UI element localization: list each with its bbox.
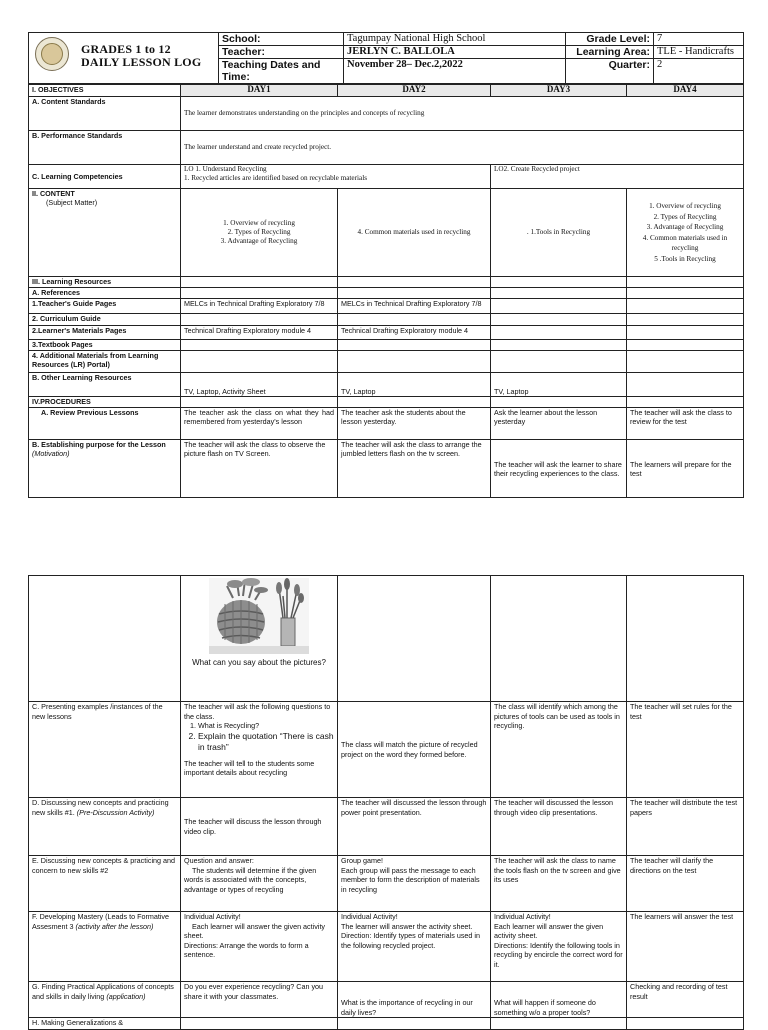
form-title-line2: DAILY LESSON LOG	[81, 55, 202, 69]
developing-mastery-day3	[491, 912, 627, 982]
deped-logo-cell	[29, 33, 219, 84]
header-table	[28, 32, 744, 84]
discussing-2-day1-body: The students will determine if the given words is associated with the concepts, advantage or types of recycling	[184, 865, 317, 894]
developing-mastery-day2-body: The learner will answer the activity sheet.	[341, 921, 473, 931]
other-resources-day1: TV, Laptop, Activity Sheet	[181, 373, 338, 397]
form-title-line1: GRADES 1 to 12	[81, 42, 171, 56]
grade-level-label: Grade Level:	[566, 33, 654, 46]
discussing-2-day2	[338, 856, 491, 912]
developing-mastery-label: F. Developing Mastery (Leads to Formative Assesment 3	[32, 912, 170, 931]
quarter-value: 2	[654, 59, 744, 84]
purpose-day1: The teacher will ask the class to observe the picture flash on TV Screen.	[181, 440, 338, 498]
school-value: Tagumpay National High School	[344, 33, 566, 46]
textbook-pages-label: 3.Textbook Pages	[29, 340, 181, 351]
developing-mastery-day3-body: Each learner will answer the given activity sheet.	[494, 921, 604, 940]
subject-matter-label: (Subject Matter)	[46, 198, 98, 207]
practical-applications-day2: What is the importance of recycling in our daily lives?	[338, 982, 491, 1018]
developing-mastery-day2-head: Individual Activity!	[341, 912, 398, 921]
discussing-2-day3: The teacher will ask the class to name the tools flash on the tv screen and give its uses	[491, 856, 627, 912]
content-day4-item: 4. Common materials used in recycling	[642, 233, 728, 252]
learning-resources-label: III. Learning Resources	[29, 277, 181, 288]
developing-mastery-day3-head: Individual Activity!	[494, 912, 551, 921]
discussing-2-day2-head: Group game!	[341, 856, 383, 865]
content-day3: . 1.Tools in Recycling	[491, 189, 627, 277]
discussing-2-day1-head: Question and answer:	[184, 856, 254, 865]
header-block	[28, 32, 743, 84]
content-day1-item: 2. Types of Recycling	[227, 228, 291, 236]
content-cell	[29, 189, 181, 277]
developing-mastery-day2-directions: Direction: Identify types of materials used in the following recycled project.	[341, 931, 481, 950]
teachers-guide-label: 1.Teacher's Guide Pages	[29, 299, 181, 314]
other-resources-day2: TV, Laptop	[338, 373, 491, 397]
presenting-day1-question: 1. What is Recycling?	[198, 721, 334, 731]
discussing-2-label: E. Discussing new concepts & practicing and concern to new skills #2	[29, 856, 181, 912]
picture-caption: What can you say about the pictures?	[192, 658, 326, 667]
other-resources-day3: TV, Laptop	[491, 373, 627, 397]
discussing-1-day2: The teacher will discussed the lesson through power point presentation.	[338, 798, 491, 856]
practical-applications-day1: Do you ever experience recycling? Can you share it with your classmates.	[181, 982, 338, 1018]
quarter-label: Quarter:	[566, 59, 654, 84]
learners-materials-day1: Technical Drafting Exploratory module 4	[181, 326, 338, 340]
discussing-1-cell	[29, 798, 181, 856]
content-day2: 4. Common materials used in recycling	[338, 189, 491, 277]
presenting-day4: The teacher will set rules for the test	[627, 702, 744, 798]
content-day1-item: 1. Overview of recycling	[223, 219, 295, 227]
purpose-label-italic: (Motivation)	[32, 449, 70, 458]
school-label: School:	[219, 33, 344, 46]
day1-header: DAY1	[181, 85, 338, 97]
lo1-cell	[181, 165, 491, 189]
review-day2: The teacher ask the students about the lesson yesterday.	[338, 408, 491, 440]
content-day4-item: 5 .Tools in Recycling	[654, 254, 716, 263]
content-day4-item: 3. Advantage of Recycling	[646, 223, 724, 231]
teaching-dates-label: Teaching Dates and Time:	[219, 59, 344, 84]
presenting-examples-label: C. Presenting examples /instances of the new lessons	[29, 702, 181, 798]
presenting-day1	[181, 702, 338, 798]
presenting-day1-outro: The teacher will tell to the students some important details about recycling	[184, 758, 315, 777]
review-label: A. Review Previous Lessons	[29, 408, 181, 440]
purpose-cell	[29, 440, 181, 498]
presenting-day3: The class will identify which among the pictures of tools can be used as tools in recycling.	[491, 702, 627, 798]
developing-mastery-label-italic: (activity after the lesson)	[75, 921, 154, 931]
generalizations-label: H. Making Generalizations &	[29, 1018, 181, 1030]
teachers-guide-day2: MELCs in Technical Drafting Exploratory 7/8	[338, 299, 491, 314]
additional-materials-label: 4. Additional Materials from Learning Resources (LR) Portal)	[29, 351, 181, 373]
practical-applications-cell	[29, 982, 181, 1018]
content-standards-text: The learner demonstrates understanding on the principles and concepts of recycling	[181, 97, 744, 131]
picture-cell	[181, 576, 338, 702]
learning-area-value: TLE - Handicrafts	[654, 46, 744, 59]
presenting-day1-question: 2. Explain the quotation “There is cash in trash”	[198, 731, 334, 753]
developing-mastery-day1-body: Each learner will answer the given activity sheet.	[184, 921, 326, 940]
objectives-heading: I. OBJECTIVES	[29, 85, 181, 97]
discussing-1-day4: The teacher will distribute the test papers	[627, 798, 744, 856]
performance-standards-label: B. Performance Standards	[29, 131, 181, 165]
presenting-day2: The class will match the picture of recycled project on the word they formed before.	[338, 702, 491, 798]
day4-header: DAY4	[627, 85, 744, 97]
developing-mastery-day2	[338, 912, 491, 982]
review-day3: Ask the learner about the lesson yesterday	[491, 408, 627, 440]
review-day1: The teacher ask the class on what they had remembered from yesterday's lesson	[181, 408, 338, 440]
developing-mastery-day3-directions: Directions: Identify the following tools in recycling by encircle the correct word for it.	[494, 940, 623, 969]
teaching-dates-value: November 28– Dec.2,2022	[344, 59, 566, 84]
curriculum-guide-label: 2. Curriculum Guide	[29, 314, 181, 326]
purpose-label: B. Establishing purpose for the Lesson	[32, 440, 166, 449]
practical-applications-label: G. Finding Practical Applications of concepts and skills in daily living	[32, 982, 174, 1001]
review-day4: The teacher will ask the class to review for the test	[627, 408, 744, 440]
recycled-basket-icon	[209, 578, 309, 654]
day2-header: DAY2	[338, 85, 491, 97]
teacher-label: Teacher:	[219, 46, 344, 59]
content-heading: II. CONTENT	[32, 189, 75, 198]
performance-standards-text: The learner understand and create recycled project.	[181, 131, 744, 165]
learners-materials-label: 2.Learner's Materials Pages	[29, 326, 181, 340]
developing-mastery-cell	[29, 912, 181, 982]
practical-applications-day4: Checking and recording of test result	[627, 982, 744, 1018]
discussing-1-day3: The teacher will discussed the lesson through video clip presentations.	[491, 798, 627, 856]
content-standards-label: A. Content Standards	[29, 97, 181, 131]
content-day4-item: 1. Overview of recycling	[649, 202, 721, 210]
developing-mastery-day4: The learners will answer the test	[627, 912, 744, 982]
day3-header: DAY3	[491, 85, 627, 97]
teacher-value: JERLYN C. BALLOLA	[344, 46, 566, 59]
presenting-day1-intro: The teacher will ask the following questions to the class.	[184, 702, 331, 721]
discussing-2-day1	[181, 856, 338, 912]
lo1-detail: 1. Recycled articles are identified based on recyclable materials	[184, 174, 367, 182]
deped-seal-icon	[35, 37, 69, 71]
lo2-text: LO2. Create Recycled project	[491, 165, 744, 189]
lo1-title: LO 1. Understand Recycling	[184, 165, 267, 173]
learning-competencies-label: C. Learning Competencies	[29, 165, 181, 189]
purpose-day4: The learners will prepare for the test	[627, 440, 744, 498]
discussing-1-label: D. Discussing new concepts and practicing new skills #1.	[32, 798, 169, 817]
developing-mastery-day1-head: Individual Activity!	[184, 912, 241, 921]
practical-applications-label-italic: (application)	[106, 991, 146, 1001]
recycled-basket-picture	[209, 578, 309, 654]
content-day1-item: 3. Advantage of Recycling	[220, 237, 298, 245]
purpose-day3: The teacher will ask the learner to share their recycling experiences to the class.	[491, 440, 627, 498]
purpose-day2: The teacher will ask the class to arrange the jumbled letters flash on the tv screen.	[338, 440, 491, 498]
lesson-log-table-page1	[28, 84, 743, 498]
discussing-2-day2-body: Each group will pass the message to each member to form the description of materials in recycling	[341, 865, 480, 894]
other-resources-label: B. Other Learning Resources	[29, 373, 181, 397]
discussing-1-label-italic: (Pre-Discussion Activity)	[76, 807, 155, 817]
content-day4	[627, 189, 744, 277]
practical-applications-day3: What will happen if someone do something w/o a proper tools?	[491, 982, 627, 1018]
learners-materials-day2: Technical Drafting Exploratory module 4	[338, 326, 491, 340]
content-day1	[181, 189, 338, 277]
discussing-2-day4: The teacher will clarify the directions on the test	[627, 856, 744, 912]
procedures-label: IV.PROCEDURES	[29, 397, 181, 408]
lesson-log-table-page2	[28, 575, 743, 1030]
developing-mastery-day1-directions: Directions: Arrange the words to form a sentence.	[184, 940, 309, 959]
learning-area-label: Learning Area:	[566, 46, 654, 59]
grade-level-value: 7	[654, 33, 744, 46]
developing-mastery-day1	[181, 912, 338, 982]
references-label: A. References	[29, 288, 181, 299]
content-day4-item: 2. Types of Recycling	[653, 212, 717, 221]
teachers-guide-day1: MELCs in Technical Drafting Exploratory 7/8	[181, 299, 338, 314]
discussing-1-day1: The teacher will discuss the lesson through video clip.	[181, 798, 338, 856]
